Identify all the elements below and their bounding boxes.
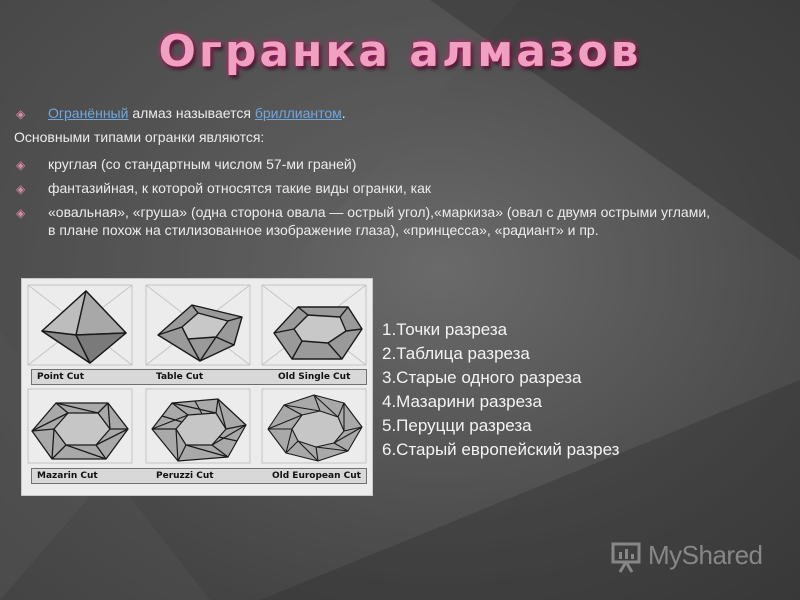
diamond-bullet-icon: ◈ [16,107,26,121]
intro-text: Основными типами огранки являются: [14,129,265,145]
point-cut-diagram [42,291,126,363]
cut-names-list [382,318,619,462]
link-cut-diamond[interactable]: Огранённый [48,105,129,121]
watermark [608,536,768,576]
list-item: 4.Мазарини разреза [382,392,542,411]
diamond-bullet-icon: ◈ [16,182,26,196]
caption-row-2 [31,468,367,484]
cut-caption: Mazarin Cut [37,471,98,481]
diamond-bullet-icon: ◈ [16,206,26,220]
list-item: 1.Точки разреза [382,320,508,339]
watermark-text: MyShared [648,540,763,570]
table-cut-diagram [158,305,242,361]
list-item: 5.Перуцци разреза [382,416,532,435]
cut-caption: Old Single Cut [278,372,351,382]
list-item: 3.Старые одного разреза [382,368,582,387]
list-item: 6.Старый европейский разрез [382,440,620,459]
link-brilliant[interactable]: бриллиантом [254,105,342,121]
list-item: 2.Таблица разреза [382,344,530,363]
cut-caption: Table Cut [156,372,204,382]
cut-caption: Peruzzi Cut [156,471,214,481]
cut-caption: Point Cut [37,372,85,382]
caption-row-1 [31,369,367,385]
slide-body [14,104,714,245]
diamond-cuts-drawing [22,279,372,495]
bullet-item [14,179,714,197]
peruzzi-cut-diagram [152,399,246,461]
bullet-text-end: . [341,105,346,121]
bullet-text: алмаз называется [128,105,255,121]
diamond-bullet-icon: ◈ [16,158,26,172]
mazarin-cut-diagram [32,403,128,459]
bullet-item [14,155,714,173]
presentation-board-icon [610,540,644,574]
bullet-text: фантазийная, к которой относятся такие виды огранки, как [48,180,431,196]
slide-title: Огранка алмазов [158,26,642,77]
diamond-cuts-figure [21,278,373,496]
bullet-item [14,104,714,122]
cut-caption: Old European Cut [272,471,361,481]
old-european-cut-diagram [268,395,362,461]
bullet-item [14,203,714,239]
bullet-text: «овальная», «груша» (одна сторона овала — острый угол),«маркиза» (овал с двумя острыми углами, в плане похож на стилизованное изображение глаза), «принцесса», «радиант» и пр. [48,204,711,238]
bullet-text: круглая (со стандартным числом 57-ми граней) [48,156,357,172]
